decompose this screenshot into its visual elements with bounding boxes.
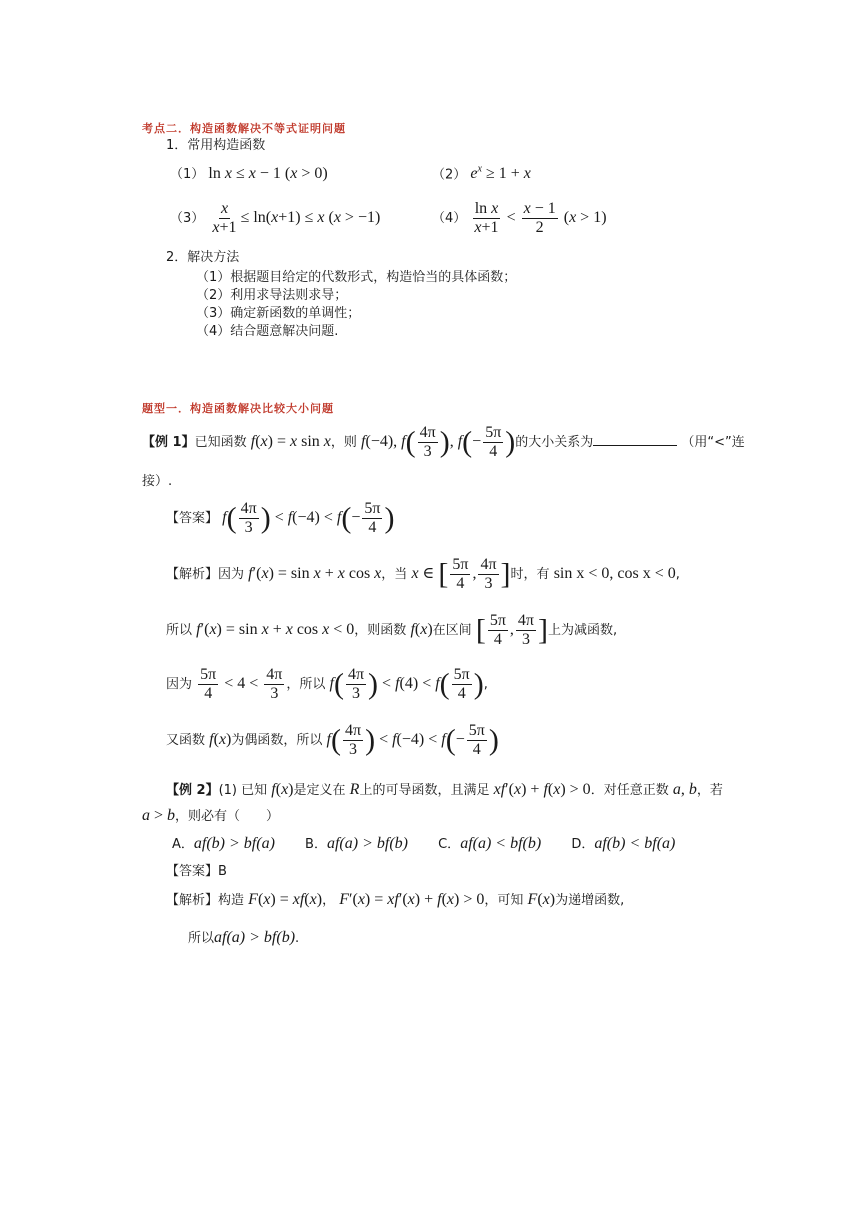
- option-c: C．af(a) < bf(b): [438, 835, 542, 852]
- section-title: 考点二．构造函数解决不等式证明问题: [142, 122, 346, 135]
- example1-question-cont: 接）.: [142, 474, 173, 489]
- example2-question-cont: a > b，则必有（ ）: [142, 807, 280, 824]
- option-b: B．af(a) > bf(b): [305, 835, 408, 852]
- method-step-2: （2）利用求导法则求导；: [196, 288, 348, 303]
- example2-analysis-1: 【解析】构造 F(x) = xf(x)， F′(x) = xf′(x) + f(x) > 0，可知 F(x)为递增函数,: [166, 891, 625, 908]
- type-title: 题型一．构造函数解决比较大小问题: [142, 402, 334, 415]
- formula-3: （3） $\frac{x}{x+1}$ ≤ ln(x+1) ≤ x (x > −1): [170, 200, 381, 236]
- method-step-1: （1）根据题目给定的代数形式，构造恰当的具体函数；: [196, 270, 517, 285]
- example1-question: 【例 1】已知函数 f(x) = x sin x，则 f(−4), f( $\frac{4\pi}{3}$ ), f(− $\frac{5\pi}{4}$ )的大小关系为 （用“<”连: [142, 424, 745, 460]
- formula-1: （1） ln x ≤ x − 1 (x > 0): [170, 165, 328, 182]
- formula-4: （4） $\frac{\text{ln x}}{x+1}$ < $\frac{x - 1}{2}$ (x > 1): [432, 200, 607, 236]
- method-step-4: （4）结合题意解决问题.: [196, 324, 339, 339]
- example1-answer: 【答案】 f( $\frac{4\pi}{3}$ ) < f(−4) < f(− $\frac{5\pi}{4}$ ): [166, 500, 395, 536]
- example2-question: 【例 2】(1) 已知 f(x)是定义在 R上的可导函数，且满足 xf′(x) + f(x) > 0．对任意正数 a, b，若: [166, 781, 723, 798]
- formula-2: （2） $e^x \ge 1 + x$: [432, 164, 531, 183]
- method-heading: 2．解决方法: [166, 250, 240, 265]
- example1-analysis-4: 又函数 f(x)为偶函数，所以 f( $\frac{4\pi}{3}$ ) < f(−4) < f(− $\frac{5\pi}{4}$ ): [166, 722, 499, 758]
- method-step-3: （3）确定新函数的单调性；: [196, 306, 361, 321]
- example1-analysis-3: 因为 $\frac{5\pi}{4}$ < 4 < $\frac{4\pi}{3}$ ，所以 f( $\frac{4\pi}{3}$ ) < f(4) < f( $\frac{5\pi}{4}$ ),: [166, 666, 488, 702]
- example2-analysis-2: 所以af(a) > bf(b).: [188, 929, 300, 946]
- example2-answer: 【答案】B: [166, 864, 227, 879]
- common-functions-heading: 1．常用构造函数: [166, 138, 266, 153]
- example2-options: [172, 834, 701, 853]
- answer-blank: [593, 431, 677, 446]
- option-a: A．af(b) > bf(a): [172, 835, 275, 852]
- example1-analysis-1: 【解析】因为 f′(x) = sin x + x cos x，当 x ∈ [ $\frac{5\pi}{4}$ , $\frac{4\pi}{3}$ ]时，有 sin x < 0, cos x < 0,: [166, 556, 680, 592]
- example1-analysis-2: 所以 f′(x) = sin x + x cos x < 0，则函数 f(x)在区间 [ $\frac{5\pi}{4}$ , $\frac{4\pi}{3}$ ]上为减函数,: [166, 612, 618, 648]
- option-d: D．af(b) < bf(a): [571, 835, 676, 852]
